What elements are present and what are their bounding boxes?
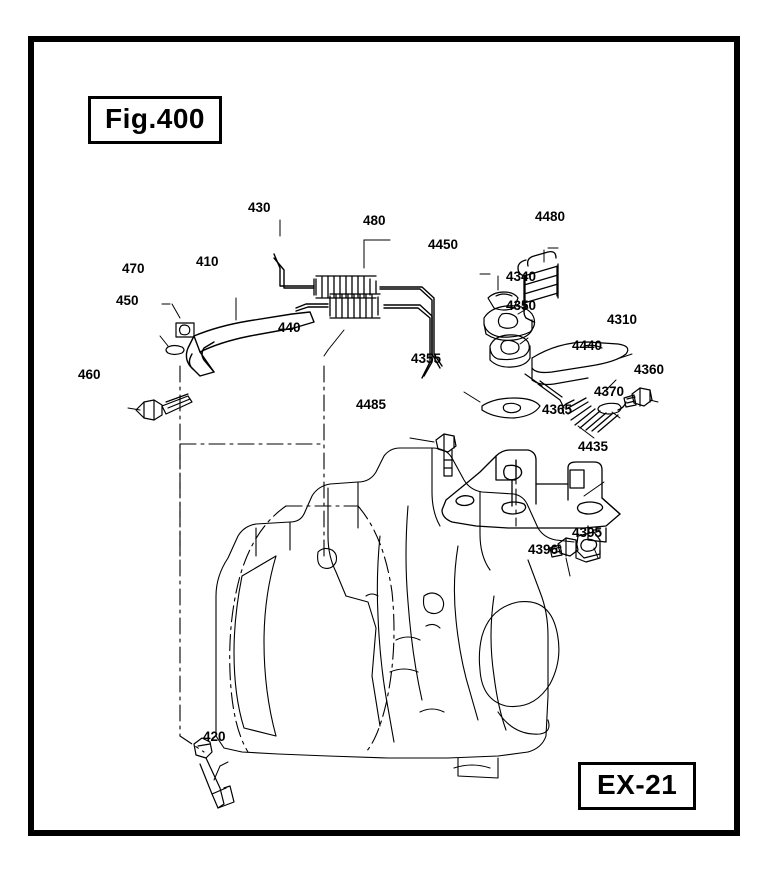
callout-label-4370: 4370 <box>594 384 625 399</box>
callout-label-460: 460 <box>78 367 101 382</box>
callout-label-480: 480 <box>363 213 386 228</box>
callout-label-4350: 4350 <box>506 298 537 313</box>
part-480-spring <box>314 276 376 298</box>
part-4360-bolt <box>624 388 652 407</box>
callout-label-450: 450 <box>116 293 139 308</box>
exploded-parts-drawing <box>28 36 740 836</box>
figure-title-box: Fig.400 <box>88 96 222 144</box>
callout-label-4360: 4360 <box>634 362 665 377</box>
callout-label-4435: 4435 <box>578 439 609 454</box>
callout-label-4396: 4396 <box>528 542 559 557</box>
callout-label-4340: 4340 <box>506 269 537 284</box>
callout-label-4395: 4395 <box>572 525 603 540</box>
callout-label-420: 420 <box>203 729 226 744</box>
part-460-bolt <box>136 394 192 420</box>
callout-label-410: 410 <box>196 254 219 269</box>
callout-leader-lines <box>128 220 658 780</box>
callout-label-4485: 4485 <box>356 397 387 412</box>
callout-label-4480: 4480 <box>535 209 566 224</box>
part-440-rod <box>296 304 432 378</box>
part-4485-bolt <box>436 434 456 476</box>
engine-body-outline <box>216 448 574 778</box>
part-4370-washer <box>598 403 621 414</box>
callout-label-4355: 4355 <box>411 351 442 366</box>
callout-label-470: 470 <box>122 261 145 276</box>
model-code-box: EX-21 <box>578 762 696 810</box>
part-4355-washer <box>482 398 540 418</box>
part-450-washer <box>166 346 184 355</box>
part-4350-pivot-block <box>490 335 530 367</box>
assembly-center-lines <box>180 366 516 752</box>
callout-label-4440: 4440 <box>572 338 603 353</box>
callout-label-440: 440 <box>278 320 301 335</box>
callout-label-4310: 4310 <box>607 312 638 327</box>
callout-label-4365: 4365 <box>542 402 573 417</box>
part-470-clip <box>176 323 194 337</box>
callout-label-430: 430 <box>248 200 271 215</box>
callout-label-4450: 4450 <box>428 237 459 252</box>
